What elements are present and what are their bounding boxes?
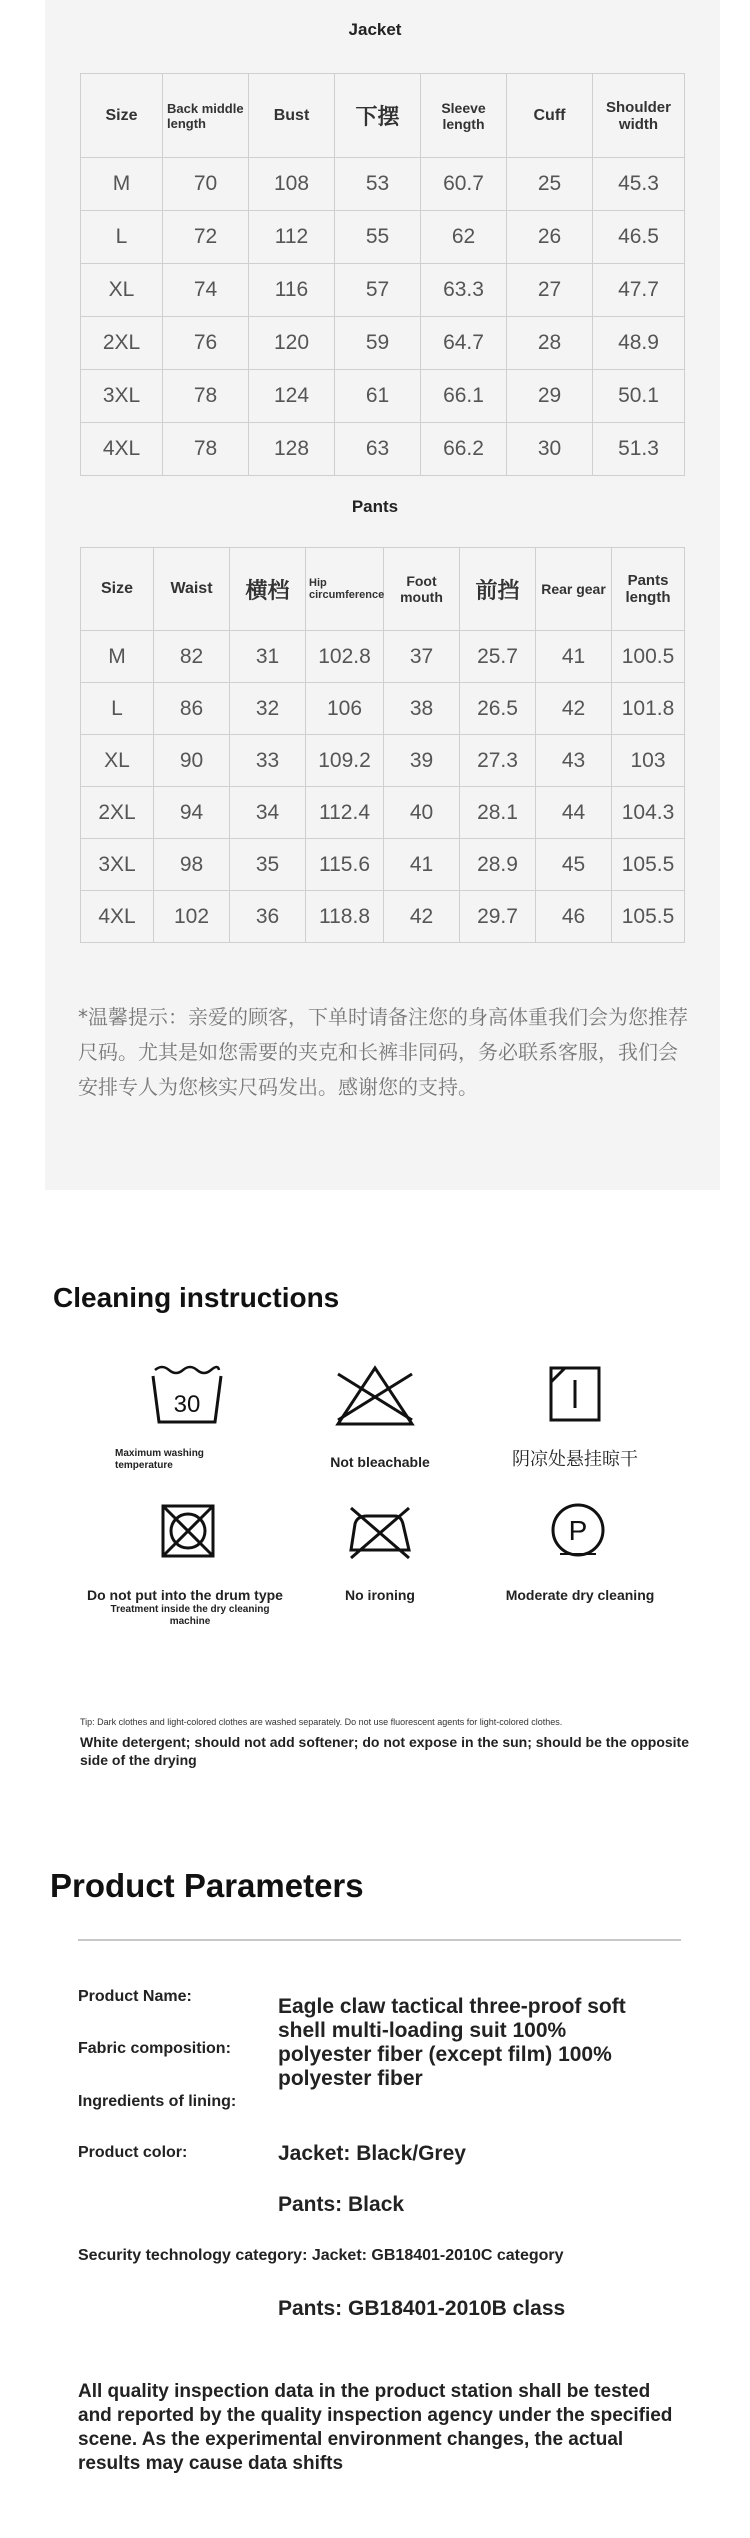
measurement-cell: 42 (384, 891, 460, 943)
measurement-cell: 38 (384, 683, 460, 735)
jacket-color-value: Jacket: Black/Grey (278, 2142, 466, 2165)
header-hip-circumference: Hip circumference (306, 548, 384, 631)
header-pants-length: Pants length (612, 548, 685, 631)
header-bust: Bust (249, 74, 335, 158)
measurement-cell: 124 (249, 370, 335, 423)
no-iron-icon (345, 1500, 425, 1570)
product-name-value: Eagle claw tactical three-proof soft shell multi-loading suit 100% polyester fiber (except film) 100% polyester fiber (278, 1995, 626, 2090)
measurement-cell: 105.5 (612, 839, 685, 891)
measurement-cell: 106 (306, 683, 384, 735)
dry-clean-machine-label: Treatment inside the dry cleaning machine (110, 1604, 270, 1627)
wash-temperature-value: 30 (173, 1391, 201, 1418)
measurement-cell: 40 (384, 787, 460, 839)
lining-ingredients-label: Ingredients of lining: (78, 2093, 237, 2110)
measurement-cell: 41 (384, 839, 460, 891)
measurement-cell: 86 (154, 683, 230, 735)
header-size: Size (81, 548, 154, 631)
measurement-cell: 42 (536, 683, 612, 735)
table-row (81, 735, 685, 787)
size-cell: 2XL (81, 787, 154, 839)
measurement-cell: 105.5 (612, 891, 685, 943)
pants-size-table (80, 547, 685, 943)
table-row (81, 317, 685, 370)
measurement-cell: 66.1 (421, 370, 507, 423)
header-foot-mouth: Foot mouth (384, 548, 460, 631)
measurement-cell: 35 (230, 839, 306, 891)
table-row (81, 264, 685, 317)
wash-separately-tip: Tip: Dark clothes and light-colored clothes are washed separately. Do not use fluorescent agents for light-colored clothes. (80, 1717, 563, 1727)
measurement-cell: 63.3 (421, 264, 507, 317)
measurement-cell: 25.7 (460, 631, 536, 683)
size-cell: XL (81, 264, 163, 317)
measurement-cell: 102 (154, 891, 230, 943)
size-cell: L (81, 211, 163, 264)
line-dry-shade-label: 阴凉处悬挂晾干 (512, 1449, 638, 1470)
measurement-cell: 48.9 (593, 317, 685, 370)
measurement-cell: 51.3 (593, 423, 685, 476)
table-row (81, 423, 685, 476)
measurement-cell: 104.3 (612, 787, 685, 839)
dry-clean-letter: P (568, 1515, 588, 1546)
dry-clean-p-icon (548, 1500, 628, 1570)
measurement-cell: 63 (335, 423, 421, 476)
jacket-table-title: Jacket (348, 20, 402, 39)
table-row (81, 370, 685, 423)
table-row (81, 891, 685, 943)
table-row (81, 787, 685, 839)
measurement-cell: 120 (249, 317, 335, 370)
measurement-cell: 74 (163, 264, 249, 317)
table-row (81, 211, 685, 264)
measurement-cell: 60.7 (421, 158, 507, 211)
measurement-cell: 72 (163, 211, 249, 264)
jacket-size-table (80, 73, 685, 476)
measurement-cell: 103 (612, 735, 685, 787)
no-tumble-dry-icon (157, 1500, 237, 1570)
pants-color-value: Pants: Black (278, 2193, 405, 2216)
header-size: Size (81, 74, 163, 158)
size-cell: M (81, 631, 154, 683)
measurement-cell: 108 (249, 158, 335, 211)
measurement-cell: 36 (230, 891, 306, 943)
size-cell: 2XL (81, 317, 163, 370)
measurement-cell: 59 (335, 317, 421, 370)
measurement-cell: 28.1 (460, 787, 536, 839)
measurement-cell: 43 (536, 735, 612, 787)
header-shoulder-width: Shoulder width (593, 74, 685, 158)
measurement-cell: 61 (335, 370, 421, 423)
table-row (81, 839, 685, 891)
measurement-cell: 98 (154, 839, 230, 891)
measurement-cell: 50.1 (593, 370, 685, 423)
line-dry-shade-icon (545, 1362, 625, 1432)
size-cell: 4XL (81, 423, 163, 476)
header-hem: 下摆 (335, 74, 421, 158)
size-tip-text: *温馨提示：亲爱的顾客，下单时请备注您的身高体重我们会为您推荐尺码。尤其是如您需要的夹克和长裤非同码，务必联系客服，我们会安排专人为您核实尺码发出。感谢您的支持。 (78, 1005, 688, 1099)
measurement-cell: 33 (230, 735, 306, 787)
no-iron-label: No ironing (345, 1587, 415, 1603)
header-back-middle-length: Back middle length (163, 74, 249, 158)
measurement-cell: 39 (384, 735, 460, 787)
measurement-cell: 55 (335, 211, 421, 264)
measurement-cell: 112.4 (306, 787, 384, 839)
measurement-cell: 31 (230, 631, 306, 683)
measurement-cell: 115.6 (306, 839, 384, 891)
table-row (81, 158, 685, 211)
measurement-cell: 37 (384, 631, 460, 683)
header-cuff: Cuff (507, 74, 593, 158)
wash-temp-label: Maximum washing temperature (115, 1448, 204, 1471)
no-bleach-label: Not bleachable (330, 1454, 430, 1470)
cleaning-section-title: Cleaning instructions (53, 1282, 340, 1313)
measurement-cell: 45 (536, 839, 612, 891)
measurement-cell: 94 (154, 787, 230, 839)
header-sleeve-length: Sleeve length (421, 74, 507, 158)
header-front-rise: 前挡 (460, 548, 536, 631)
size-cell: L (81, 683, 154, 735)
quality-inspection-note: All quality inspection data in the product station shall be tested and reported by the quality inspection agency under the specified scene. As the experimental environment changes, the actual results may cause data shifts (78, 2381, 673, 2474)
measurement-cell: 44 (536, 787, 612, 839)
measurement-cell: 29.7 (460, 891, 536, 943)
section-divider (78, 1939, 681, 1941)
header-waist: Waist (154, 548, 230, 631)
size-cell: XL (81, 735, 154, 787)
measurement-cell: 101.8 (612, 683, 685, 735)
no-bleach-icon (330, 1362, 410, 1432)
measurement-cell: 118.8 (306, 891, 384, 943)
measurement-cell: 66.2 (421, 423, 507, 476)
pants-security-value: Pants: GB18401-2010B class (278, 2297, 566, 2320)
header-crotch-width: 横档 (230, 548, 306, 631)
size-cell: M (81, 158, 163, 211)
measurement-cell: 46 (536, 891, 612, 943)
measurement-cell: 47.7 (593, 264, 685, 317)
measurement-cell: 128 (249, 423, 335, 476)
measurement-cell: 53 (335, 158, 421, 211)
measurement-cell: 76 (163, 317, 249, 370)
measurement-cell: 112 (249, 211, 335, 264)
size-cell: 4XL (81, 891, 154, 943)
measurement-cell: 46.5 (593, 211, 685, 264)
measurement-cell: 25 (507, 158, 593, 211)
measurement-cell: 28 (507, 317, 593, 370)
no-tumble-dry-label: Do not put into the drum type (87, 1587, 283, 1603)
detergent-tip: White detergent; should not add softener; do not expose in the sun; should be the opposite side of the drying (80, 1734, 689, 1768)
measurement-cell: 102.8 (306, 631, 384, 683)
size-cell: 3XL (81, 839, 154, 891)
measurement-cell: 109.2 (306, 735, 384, 787)
measurement-cell: 41 (536, 631, 612, 683)
measurement-cell: 62 (421, 211, 507, 264)
measurement-cell: 90 (154, 735, 230, 787)
measurement-cell: 45.3 (593, 158, 685, 211)
measurement-cell: 100.5 (612, 631, 685, 683)
measurement-cell: 27.3 (460, 735, 536, 787)
size-cell: 3XL (81, 370, 163, 423)
header-rear-gear: Rear gear (536, 548, 612, 631)
measurement-cell: 116 (249, 264, 335, 317)
measurement-cell: 78 (163, 370, 249, 423)
measurement-cell: 30 (507, 423, 593, 476)
measurement-cell: 28.9 (460, 839, 536, 891)
product-color-label: Product color: (78, 2144, 188, 2161)
fabric-composition-label: Fabric composition: (78, 2040, 231, 2057)
product-parameters-title: Product Parameters (50, 1867, 364, 1904)
security-category-label: Security technology category: Jacket: GB18401-2010C category (78, 2247, 564, 2264)
measurement-cell: 82 (154, 631, 230, 683)
pants-table-title: Pants (351, 497, 399, 516)
measurement-cell: 34 (230, 787, 306, 839)
table-row (81, 631, 685, 683)
measurement-cell: 70 (163, 158, 249, 211)
wash-30-icon (147, 1362, 227, 1432)
product-name-label: Product Name: (78, 1988, 192, 2005)
measurement-cell: 27 (507, 264, 593, 317)
measurement-cell: 78 (163, 423, 249, 476)
measurement-cell: 29 (507, 370, 593, 423)
measurement-cell: 26.5 (460, 683, 536, 735)
measurement-cell: 26 (507, 211, 593, 264)
measurement-cell: 32 (230, 683, 306, 735)
measurement-cell: 57 (335, 264, 421, 317)
measurement-cell: 64.7 (421, 317, 507, 370)
table-row (81, 683, 685, 735)
dry-clean-label: Moderate dry cleaning (505, 1587, 655, 1603)
